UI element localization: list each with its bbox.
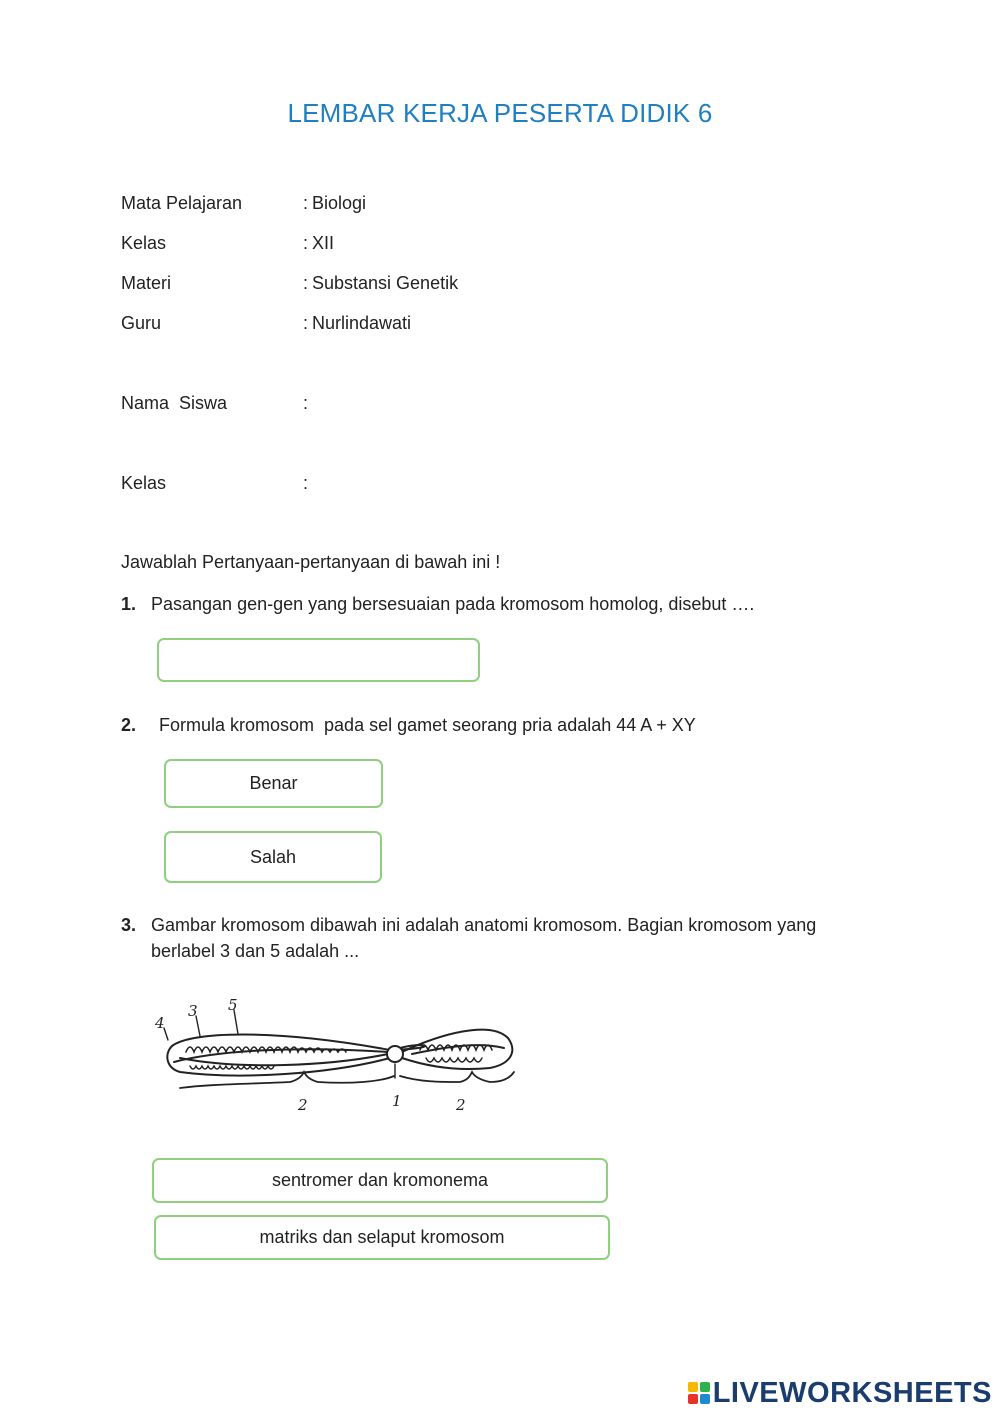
question-text-line2: berlabel 3 dan 5 adalah ...	[151, 941, 360, 961]
figure-label: 4	[155, 1014, 165, 1032]
info-separator: :	[303, 233, 309, 253]
figure-label: 5	[228, 996, 238, 1014]
chromosome-diagram	[150, 992, 522, 1120]
info-value: XII	[312, 233, 335, 253]
info-separator: :	[303, 393, 309, 413]
figure-label: 1	[392, 1092, 402, 1110]
figure-label: 2	[298, 1096, 308, 1114]
answer-input-q1[interactable]	[157, 638, 480, 682]
logo-icon	[688, 1382, 710, 1404]
question-number: 2.	[121, 715, 137, 735]
info-label: Kelas	[121, 233, 167, 253]
question-text-line1: Gambar kromosom dibawah ini adalah anatomi kromosom. Bagian kromosom yang	[151, 915, 817, 935]
info-separator: :	[303, 193, 309, 213]
info-label: Nama Siswa	[121, 393, 228, 413]
brand-name: LIVEWORKSHEETS	[712, 1376, 992, 1409]
question-text: Formula kromosom pada sel gamet seorang pria adalah 44 A + XY	[159, 715, 696, 735]
liveworksheets-logo[interactable]	[688, 1376, 992, 1410]
info-label: Mata Pelajaran	[121, 193, 243, 213]
info-separator: :	[303, 473, 309, 493]
info-separator: :	[303, 313, 309, 333]
info-value: Nurlindawati	[312, 313, 412, 333]
option-matriks-button[interactable]: matriks dan selaput kromosom	[154, 1215, 610, 1260]
option-benar-button[interactable]: Benar	[164, 759, 383, 808]
option-salah-button[interactable]: Salah	[164, 831, 382, 883]
instruction-text: Jawablah Pertanyaan-pertanyaan di bawah ini !	[121, 552, 501, 572]
option-sentromer-button[interactable]: sentromer dan kromonema	[152, 1158, 608, 1203]
info-label: Guru	[121, 313, 162, 333]
worksheet-title: LEMBAR KERJA PESERTA DIDIK 6	[287, 98, 713, 128]
info-label: Materi	[121, 273, 172, 293]
question-number: 3.	[121, 915, 137, 935]
figure-label: 2	[456, 1096, 466, 1114]
question-number: 1.	[121, 594, 137, 614]
figure-label: 3	[188, 1002, 198, 1020]
info-value: Biologi	[312, 193, 367, 213]
info-value: Substansi Genetik	[312, 273, 459, 293]
info-label: Kelas	[121, 473, 167, 493]
question-text: Pasangan gen-gen yang bersesuaian pada kromosom homolog, disebut ….	[151, 594, 755, 614]
info-separator: :	[303, 273, 309, 293]
